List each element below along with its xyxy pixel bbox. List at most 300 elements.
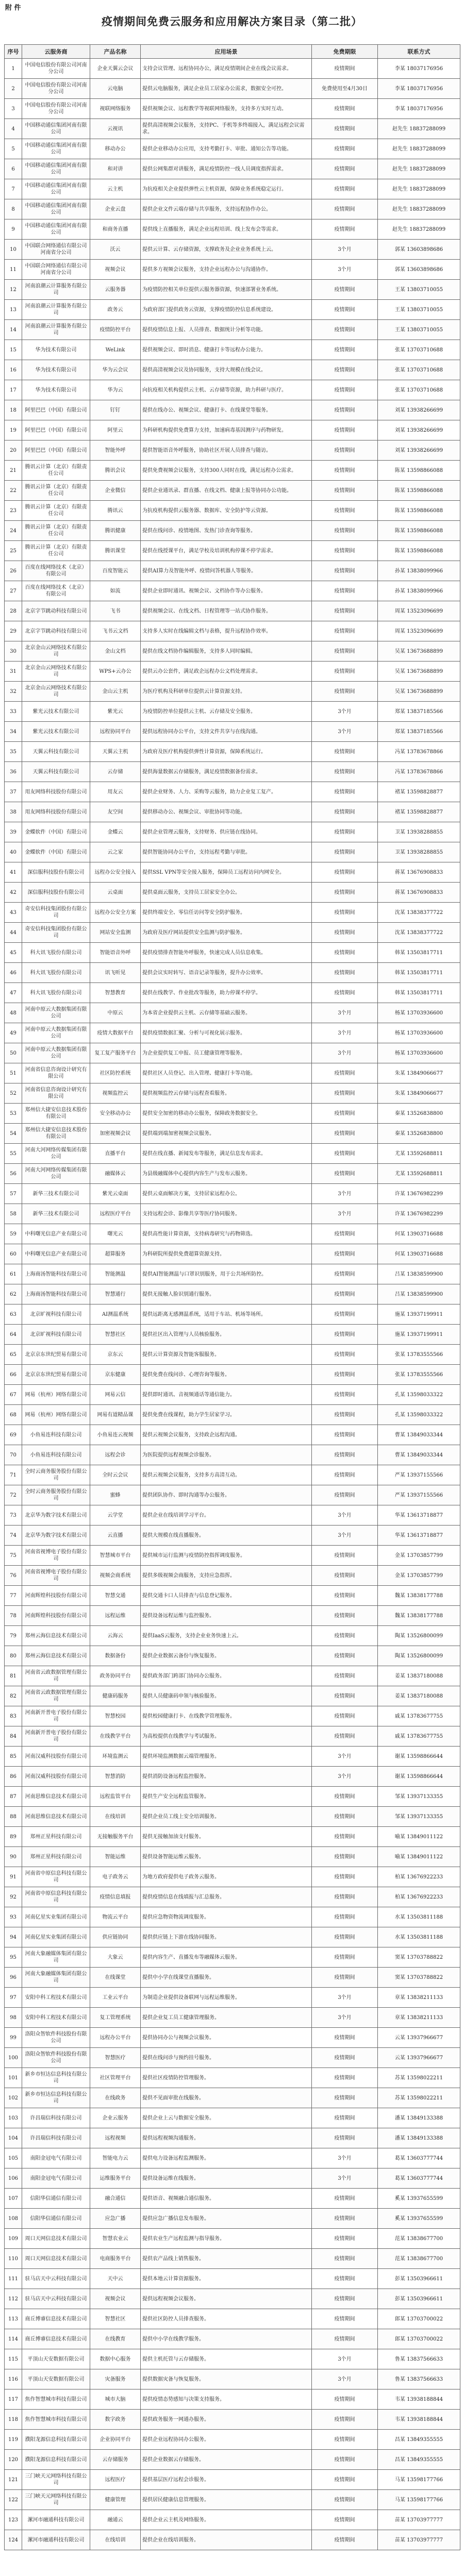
cell-contact: 吕某 13838599900 xyxy=(378,1284,460,1304)
table-row xyxy=(5,1184,460,1204)
cell-no: 111 xyxy=(5,2269,22,2289)
cell-no: 55 xyxy=(5,1144,22,1164)
cell-scenario: 提供在线问诊与预约挂号服务。 xyxy=(141,2048,312,2068)
cell-period: 疫情期间 xyxy=(312,119,378,139)
table-row xyxy=(5,1988,460,2008)
cell-scenario: 提供企业复工员工健康管理服务。 xyxy=(141,2008,312,2028)
table-row xyxy=(5,1968,460,1988)
cell-product: 视联网络服务 xyxy=(90,99,141,119)
cell-contact: 王某 13803710055 xyxy=(378,320,460,340)
cell-no: 54 xyxy=(5,1124,22,1144)
table-row xyxy=(5,1445,460,1465)
cell-vendor: 中国移动通信集团河南有限公司 xyxy=(22,199,90,219)
cell-period: 疫情期间 xyxy=(312,2470,378,2490)
cell-vendor: 河南大河网络传媒集团有限公司 xyxy=(22,1144,90,1164)
table-row xyxy=(5,2329,460,2349)
cell-product: 智能运维 xyxy=(90,1847,141,1867)
table-header xyxy=(5,45,460,59)
cell-no: 67 xyxy=(5,1385,22,1405)
cell-vendor: 三门峡天元网络科技有限公司 xyxy=(22,2470,90,2490)
cell-period: 疫情期间 xyxy=(312,883,378,903)
table-row xyxy=(5,1566,460,1586)
cell-contact: 孙某 13838099966 xyxy=(378,561,460,581)
cell-product: 和商务直播 xyxy=(90,219,141,240)
cell-period: 疫情期间 xyxy=(312,1907,378,1927)
cell-contact: 赵先生 18837288099 xyxy=(378,179,460,199)
cell-no: 91 xyxy=(5,1867,22,1887)
attachment-label: 附 件 xyxy=(5,4,21,12)
cell-period: 疫情期间 xyxy=(312,2329,378,2349)
cell-scenario: 提供校园健康打卡、在线教学管理服务。 xyxy=(141,1706,312,1726)
cell-contact: 何某 13903716688 xyxy=(378,1244,460,1264)
cell-product: 钉钉 xyxy=(90,400,141,420)
cell-vendor: 用友网络科技股份有限公司 xyxy=(22,802,90,822)
table-row xyxy=(5,2490,460,2510)
cell-period: 疫情期间 xyxy=(312,2209,378,2229)
table-row xyxy=(5,1505,460,1526)
cell-contact: 戚某 13783677755 xyxy=(378,1726,460,1747)
cell-no: 83 xyxy=(5,1706,22,1726)
cell-product: 视频监控云 xyxy=(90,1083,141,1104)
cell-product: 沃云 xyxy=(90,240,141,260)
table-row xyxy=(5,1164,460,1184)
cell-product: 企业云盘 xyxy=(90,199,141,219)
cell-scenario: 提供在线教学、作业批改等服务，助力停课不停学。 xyxy=(141,983,312,1003)
cell-scenario: 提供云视频会议服务，支持多方高清互动。 xyxy=(141,1465,312,1485)
cell-scenario: 提供企业即时通讯、视频会议、文档协作等办公服务。 xyxy=(141,581,312,601)
cell-scenario: 为科研机构提供免费算力支持，加速病毒基因测序与药物研发。 xyxy=(141,420,312,440)
cell-scenario: 提供移动办公、视频会议、审批协同等功能。 xyxy=(141,802,312,822)
cell-vendor: 郑州正星科技有限公司 xyxy=(22,1827,90,1847)
cell-contact: 王某 13803710055 xyxy=(378,300,460,320)
cell-scenario: 提供免费在线问诊、心理咨询等服务。 xyxy=(141,1365,312,1385)
cell-contact: 马某 13598177766 xyxy=(378,2490,460,2510)
cell-product: 融媒体云 xyxy=(90,1164,141,1184)
cell-vendor: 中国电信股份有限公司河南分公司 xyxy=(22,59,90,79)
cell-contact: 卫某 13938288855 xyxy=(378,842,460,862)
cell-vendor: 河南大河网络传媒集团有限公司 xyxy=(22,1164,90,1184)
cell-contact: 范某 13838677700 xyxy=(378,2229,460,2249)
cell-period: 疫情期间 xyxy=(312,1586,378,1606)
cell-no: 18 xyxy=(5,400,22,420)
cell-no: 98 xyxy=(5,2008,22,2028)
cell-product: 远程运维 xyxy=(90,1606,141,1626)
cell-product: 运维服务平台 xyxy=(90,2168,141,2189)
cell-scenario: 为本省企业提供云主机、云存储等基础云服务。 xyxy=(141,1003,312,1023)
cell-product: 远程办公安全方案 xyxy=(90,903,141,923)
cell-vendor: 天翼云科技有限公司 xyxy=(22,762,90,782)
cell-product: 用友云 xyxy=(90,782,141,802)
cell-product: 安全移动办公 xyxy=(90,1104,141,1124)
cell-period: 疫情期间 xyxy=(312,481,378,501)
table-row xyxy=(5,1405,460,1425)
cell-contact: 潘某 13849133388 xyxy=(378,2108,460,2128)
cell-contact: 水某 13503811188 xyxy=(378,1907,460,1927)
cell-vendor: 新华三技术有限公司 xyxy=(22,1184,90,1204)
cell-vendor: 全时云商务服务股份有限公司 xyxy=(22,1465,90,1485)
cell-no: 37 xyxy=(5,782,22,802)
cell-scenario: 提供应急广播信息发布服务。 xyxy=(141,2209,312,2229)
cell-scenario: 提供内容生产、直播发布等融媒体云服务。 xyxy=(141,1947,312,1968)
cell-contact: 柏某 13676922233 xyxy=(378,1887,460,1907)
cell-no: 26 xyxy=(5,561,22,581)
cell-scenario: 提供企业员工线上安全培训服务。 xyxy=(141,1807,312,1827)
cell-contact: 秦某 13526838800 xyxy=(378,1124,460,1144)
cell-period: 疫情期间 xyxy=(312,1827,378,1847)
table-row xyxy=(5,762,460,782)
cell-contact: 许某 13676982299 xyxy=(378,1204,460,1224)
cell-vendor: 中国联合网络通信有限公司河南省分公司 xyxy=(22,240,90,260)
table-row xyxy=(5,722,460,742)
cell-contact: 谢某 13598866644 xyxy=(378,1747,460,1767)
cell-product: 直播平台 xyxy=(90,1144,141,1164)
cell-product: 网易云信 xyxy=(90,1385,141,1405)
cell-contact: 金某 13703857799 xyxy=(378,1566,460,1586)
cell-product: 飞书云文档 xyxy=(90,621,141,641)
cell-no: 90 xyxy=(5,1847,22,1867)
cell-contact: 谢某 13598866644 xyxy=(378,1767,460,1787)
cell-product: 视频会议 xyxy=(90,260,141,280)
cell-vendor: 河南亿星实业集团有限公司 xyxy=(22,1907,90,1927)
cell-scenario: 提供生产安全远程监管服务。 xyxy=(141,1787,312,1807)
cell-period: 疫情期间 xyxy=(312,641,378,662)
table-row xyxy=(5,782,460,802)
table-row xyxy=(5,300,460,320)
cell-no: 20 xyxy=(5,440,22,461)
cell-scenario: 提供团队协作、即时沟通等办公服务。 xyxy=(141,1485,312,1505)
cell-contact: 姜某 13837180088 xyxy=(378,1666,460,1686)
cell-product: 中原云 xyxy=(90,1003,141,1023)
cell-product: 企业天翼云会议 xyxy=(90,59,141,79)
table-row xyxy=(5,2289,460,2309)
cell-contact: 潘某 13849133388 xyxy=(378,2128,460,2148)
cell-scenario: 提供AI算力及智能外呼、疫情问答机器人等服务。 xyxy=(141,561,312,581)
cell-vendor: 阿里巴巴（中国）有限公司 xyxy=(22,420,90,440)
cell-no: 53 xyxy=(5,1104,22,1124)
cell-contact: 陈某 13598866088 xyxy=(378,461,460,481)
cell-no: 69 xyxy=(5,1425,22,1445)
cell-product: 超算服务 xyxy=(90,1244,141,1264)
cell-vendor: 平顶山天安数据有限公司 xyxy=(22,2349,90,2369)
table-row xyxy=(5,380,460,400)
cell-scenario: 提供企业管理云服务，支持财务、供应链在线协同。 xyxy=(141,822,312,842)
cell-product: 阿里云 xyxy=(90,420,141,440)
cell-scenario: 为疫情防控相关单位提供云服务器资源，快速部署业务系统。 xyxy=(141,280,312,300)
cell-contact: 金某 13703857799 xyxy=(378,1546,460,1566)
cell-product: 天翼云主机 xyxy=(90,742,141,762)
cell-scenario: 提供本地云计算资源服务。 xyxy=(141,2269,312,2289)
cell-scenario: 提供视频会议、在线文档、日程管理等一站式协作服务。 xyxy=(141,601,312,621)
cell-vendor: 安阳中科工程技术有限公司 xyxy=(22,1988,90,2008)
cell-vendor: 河南省信息咨询设计研究有限公司 xyxy=(22,1063,90,1083)
table-row xyxy=(5,1224,460,1244)
cell-vendor: 腾讯云计算（北京）有限责任公司 xyxy=(22,541,90,561)
cell-no: 105 xyxy=(5,2148,22,2168)
table-row xyxy=(5,1947,460,1968)
cell-product: 智能测温 xyxy=(90,1264,141,1284)
cell-no: 41 xyxy=(5,862,22,883)
cell-period: 疫情期间 xyxy=(312,1706,378,1726)
cell-contact: 水某 13503811188 xyxy=(378,1927,460,1947)
cell-period: 疫情期间 xyxy=(312,1485,378,1505)
table-row xyxy=(5,461,460,481)
cell-contact: 周某 13523096699 xyxy=(378,621,460,641)
cell-contact: 曹某 13849033344 xyxy=(378,1425,460,1445)
cell-scenario: 为抗疫机构提供云服务器、数据库、安全防护等云资源。 xyxy=(141,501,312,521)
cell-product: 友空间 xyxy=(90,802,141,822)
cell-contact: 陈某 13598866088 xyxy=(378,521,460,541)
cell-contact: 昌某 13849355555 xyxy=(378,2450,460,2470)
cell-period: 疫情期间 xyxy=(312,1063,378,1083)
cell-period: 疫情期间 xyxy=(312,1304,378,1325)
cell-contact: 郭某 13603898686 xyxy=(378,260,460,280)
cell-no: 117 xyxy=(5,2389,22,2410)
table-row xyxy=(5,1927,460,1947)
cell-no: 19 xyxy=(5,420,22,440)
cell-product: 云服务器 xyxy=(90,280,141,300)
cell-contact: 周某 13523096699 xyxy=(378,601,460,621)
cell-period: 疫情期间 xyxy=(312,1887,378,1907)
cell-scenario: 提供社区出入管理与人员核验服务。 xyxy=(141,1325,312,1345)
cell-no: 42 xyxy=(5,883,22,903)
cell-period: 疫情期间 xyxy=(312,1606,378,1626)
cell-scenario: 提供海量数据云存储服务，满足疫情数据备份需求。 xyxy=(141,762,312,782)
cell-scenario: 提供疫情排查智能外呼服务，快速完成人员信息收集。 xyxy=(141,943,312,963)
cell-vendor: 河南省中原信息科技有限公司 xyxy=(22,1887,90,1907)
cell-product: 远程监管平台 xyxy=(90,1787,141,1807)
cell-period: 3个月 xyxy=(312,1023,378,1043)
cell-vendor: 北京金山云网络技术有限公司 xyxy=(22,641,90,662)
cell-product: 企业微信 xyxy=(90,481,141,501)
table-row xyxy=(5,481,460,501)
cell-no: 119 xyxy=(5,2430,22,2450)
table-row xyxy=(5,2410,460,2430)
cell-period: 疫情期间 xyxy=(312,742,378,762)
cell-contact: 苗某 13703977777 xyxy=(378,2510,460,2530)
cell-no: 70 xyxy=(5,1445,22,1465)
table-row xyxy=(5,1586,460,1606)
cell-scenario: 提供多方视频会议服务，支持企业远程办公与沟通协作。 xyxy=(141,260,312,280)
cell-scenario: 提供云视频会议服务，支持政企远程沟通。 xyxy=(141,1425,312,1445)
cell-scenario: 提供城市运行监测与疫情防控指挥调度服务。 xyxy=(141,1546,312,1566)
cell-no: 7 xyxy=(5,179,22,199)
table-body xyxy=(5,59,460,2550)
cell-product: WPS+云办公 xyxy=(90,662,141,682)
cell-no: 73 xyxy=(5,1505,22,1526)
table-row xyxy=(5,420,460,440)
column-header-contact: 联系方式 xyxy=(378,45,460,59)
table-row xyxy=(5,59,460,79)
cell-scenario: 提供无接触人脸识别通行服务。 xyxy=(141,1284,312,1304)
cell-no: 12 xyxy=(5,280,22,300)
cell-no: 22 xyxy=(5,481,22,501)
table-row xyxy=(5,1747,460,1767)
column-header-product: 产品名称 xyxy=(90,45,141,59)
cell-contact: 张某 13703710688 xyxy=(378,360,460,380)
table-row xyxy=(5,280,460,300)
table-row xyxy=(5,682,460,702)
cell-vendor: 河南省云政数据管理有限公司 xyxy=(22,1666,90,1686)
cell-scenario: 提供云计算资源及智能客服服务。 xyxy=(141,1345,312,1365)
cell-period: 3个月 xyxy=(312,2148,378,2168)
cell-vendor: 小鱼易连科技有限公司 xyxy=(22,1445,90,1465)
cell-period: 疫情期间 xyxy=(312,983,378,1003)
cell-scenario: 提供智能语音外呼服务，协助社区开展人员排查与随访。 xyxy=(141,440,312,461)
cell-contact: 许某 13676982299 xyxy=(378,1184,460,1204)
cell-scenario: 提供在线授课平台，满足学校及培训机构停课不停学需求。 xyxy=(141,541,312,561)
cell-no: 23 xyxy=(5,501,22,521)
cell-vendor: 紫光云技术有限公司 xyxy=(22,702,90,722)
cell-period: 3个月 xyxy=(312,2008,378,2028)
cell-no: 51 xyxy=(5,1063,22,1083)
cell-vendor: 中国移动通信集团河南有限公司 xyxy=(22,139,90,159)
cell-scenario: 支持远程会诊、影像共享等医疗协同服务。 xyxy=(141,1204,312,1224)
table-row xyxy=(5,1365,460,1385)
cell-period: 疫情期间 xyxy=(312,1124,378,1144)
cell-period: 3个月 xyxy=(312,260,378,280)
cell-product: 讯飞听见 xyxy=(90,963,141,983)
cell-scenario: 提供视频会议、远程教学等视联网络服务，支持多方实时互动。 xyxy=(141,99,312,119)
cell-no: 24 xyxy=(5,521,22,541)
cell-no: 1 xyxy=(5,59,22,79)
cell-contact: 陈某 13598866088 xyxy=(378,501,460,521)
cell-scenario: 支持会议管理、远程协同办公，满足疫情期间企业在线会议需求。 xyxy=(141,59,312,79)
cell-no: 102 xyxy=(5,2088,22,2108)
cell-product: 智慧通行 xyxy=(90,1284,141,1304)
cell-scenario: 提供数据灾备与恢复服务。 xyxy=(141,2369,312,2389)
cell-period: 疫情期间 xyxy=(312,99,378,119)
table-row xyxy=(5,1385,460,1405)
cell-period: 疫情期间 xyxy=(312,1807,378,1827)
cell-no: 103 xyxy=(5,2108,22,2128)
cell-period: 疫情期间 xyxy=(312,219,378,240)
cell-contact: 马某 13598177766 xyxy=(378,2470,460,2490)
cell-product: 无接触服务平台 xyxy=(90,1827,141,1847)
cell-contact: 孔某 13598033322 xyxy=(378,1405,460,1425)
table-row xyxy=(5,963,460,983)
cell-contact: 何某 13903716688 xyxy=(378,1224,460,1244)
cell-period: 疫情期间 xyxy=(312,199,378,219)
cell-scenario: 提供远程协同办公平台，支持文件共享与在线沟通。 xyxy=(141,722,312,742)
table-row xyxy=(5,561,460,581)
table-row xyxy=(5,983,460,1003)
cell-scenario: 提供疫情数据汇聚、分析与可视化展示服务。 xyxy=(141,1023,312,1043)
table-row xyxy=(5,2108,460,2128)
cell-period: 疫情期间 xyxy=(312,360,378,380)
cell-contact: 孔某 13598033322 xyxy=(378,1385,460,1405)
cell-period: 疫情期间 xyxy=(312,1626,378,1646)
cell-period: 3个月 xyxy=(312,1043,378,1063)
cell-scenario: 为科研院所提供免费超算资源支持。 xyxy=(141,1244,312,1264)
cell-contact: 杨某 13703936600 xyxy=(378,1043,460,1063)
cell-no: 61 xyxy=(5,1264,22,1284)
table-row xyxy=(5,1526,460,1546)
cell-no: 101 xyxy=(5,2068,22,2088)
cell-scenario: 为医疗机构及科研单位提供云计算资源支持。 xyxy=(141,682,312,702)
cell-no: 50 xyxy=(5,1043,22,1063)
cell-no: 80 xyxy=(5,1646,22,1666)
cell-period: 疫情期间 xyxy=(312,440,378,461)
cell-vendor: 商丘博睿信息技术有限公司 xyxy=(22,2309,90,2329)
cell-vendor: 周口天网信息技术有限公司 xyxy=(22,2249,90,2269)
cell-scenario: 提供企业云主机及网络服务。 xyxy=(141,2510,312,2530)
cell-contact: 尤某 13592688811 xyxy=(378,1164,460,1184)
table-row xyxy=(5,2168,460,2189)
cell-scenario: 提供协同办公与视频会议服务。 xyxy=(141,2028,312,2048)
cell-scenario: 提供安全加密的移动办公服务，保障政务数据安全。 xyxy=(141,1104,312,1124)
cell-scenario: 提供远距离无感测温系统，适用于车站、机场等场所。 xyxy=(141,1304,312,1325)
cell-scenario: 为制造企业提供设备联网与远程运维服务。 xyxy=(141,1988,312,2008)
table-row xyxy=(5,2008,460,2028)
table-row xyxy=(5,2369,460,2389)
cell-product: 紫光云 xyxy=(90,702,141,722)
table-row xyxy=(5,2389,460,2410)
cell-scenario: 提供语音、视频融合通信服务。 xyxy=(141,2189,312,2209)
table-row xyxy=(5,1827,460,1847)
cell-period: 疫情期间 xyxy=(312,1325,378,1345)
cell-scenario: 提供社区防控人员排查服务。 xyxy=(141,2309,312,2329)
cell-period: 免费使用至4月30日 xyxy=(312,79,378,99)
cell-contact: 魏某 13838177788 xyxy=(378,1586,460,1606)
cell-product: 电商服务平台 xyxy=(90,2249,141,2269)
cell-period: 疫情期间 xyxy=(312,1425,378,1445)
cell-product: 复工复产服务平台 xyxy=(90,1043,141,1063)
cell-scenario: 提供企业在线培训服务。 xyxy=(141,2530,312,2550)
cell-product: 华为云会议 xyxy=(90,360,141,380)
cell-no: 6 xyxy=(5,159,22,179)
cell-vendor: 奇安信科技集团股份有限公司 xyxy=(22,903,90,923)
cell-vendor: 全时云商务服务股份有限公司 xyxy=(22,1485,90,1505)
cell-product: 智能语音外呼 xyxy=(90,943,141,963)
cell-no: 40 xyxy=(5,842,22,862)
cell-vendor: 郑州云海信息技术有限公司 xyxy=(22,1626,90,1646)
cell-product: 移动办公 xyxy=(90,139,141,159)
cell-contact: 魏某 13838177788 xyxy=(378,1606,460,1626)
cell-contact: 喻某 13849011122 xyxy=(378,1847,460,1867)
cell-scenario: 支持多人实时在线编辑文档与表格，提升远程协作效率。 xyxy=(141,621,312,641)
cell-vendor: 河南大象融媒体集团有限公司 xyxy=(22,1947,90,1968)
cell-period: 疫情期间 xyxy=(312,963,378,983)
table-row xyxy=(5,99,460,119)
cell-scenario: 提供交通卡口人员排查与信息登记服务。 xyxy=(141,1586,312,1606)
cell-product: 视频会商系统 xyxy=(90,1566,141,1586)
cell-vendor: 河南大象融媒体集团有限公司 xyxy=(22,1968,90,1988)
column-header-period: 免费期限 xyxy=(312,45,378,59)
cell-product: 云视讯 xyxy=(90,119,141,139)
cell-period: 3个月 xyxy=(312,1767,378,1787)
cell-scenario: 提供设备智能运维云服务。 xyxy=(141,1847,312,1867)
cell-scenario: 提供企业远程协同办公服务。 xyxy=(141,2430,312,2450)
table-row xyxy=(5,1907,460,1927)
cell-scenario: 提供免费在线课程，助力学生居家学习。 xyxy=(141,1405,312,1425)
cell-contact: 冯某 13783678866 xyxy=(378,742,460,762)
cell-scenario: 提供即时通讯、音视频通话等通信能力。 xyxy=(141,1385,312,1405)
cell-contact: 刘某 13938266699 xyxy=(378,400,460,420)
cell-no: 21 xyxy=(5,461,22,481)
cell-period: 3个月 xyxy=(312,240,378,260)
cell-scenario: 提供IaaS云服务，支持企业业务快速上云。 xyxy=(141,1626,312,1646)
table-row xyxy=(5,119,460,139)
cell-vendor: 商丘博睿信息技术有限公司 xyxy=(22,2329,90,2349)
cell-no: 4 xyxy=(5,119,22,139)
table-row xyxy=(5,842,460,862)
table-row xyxy=(5,883,460,903)
cell-product: 融合通信 xyxy=(90,2189,141,2209)
cell-scenario: 提供农业生产远程监测与指导服务。 xyxy=(141,2229,312,2249)
cell-vendor: 阿里巴巴（中国）有限公司 xyxy=(22,400,90,420)
cell-scenario: 提供中小学在线课堂直播服务。 xyxy=(141,1968,312,1988)
cell-product: 腾讯课堂 xyxy=(90,541,141,561)
